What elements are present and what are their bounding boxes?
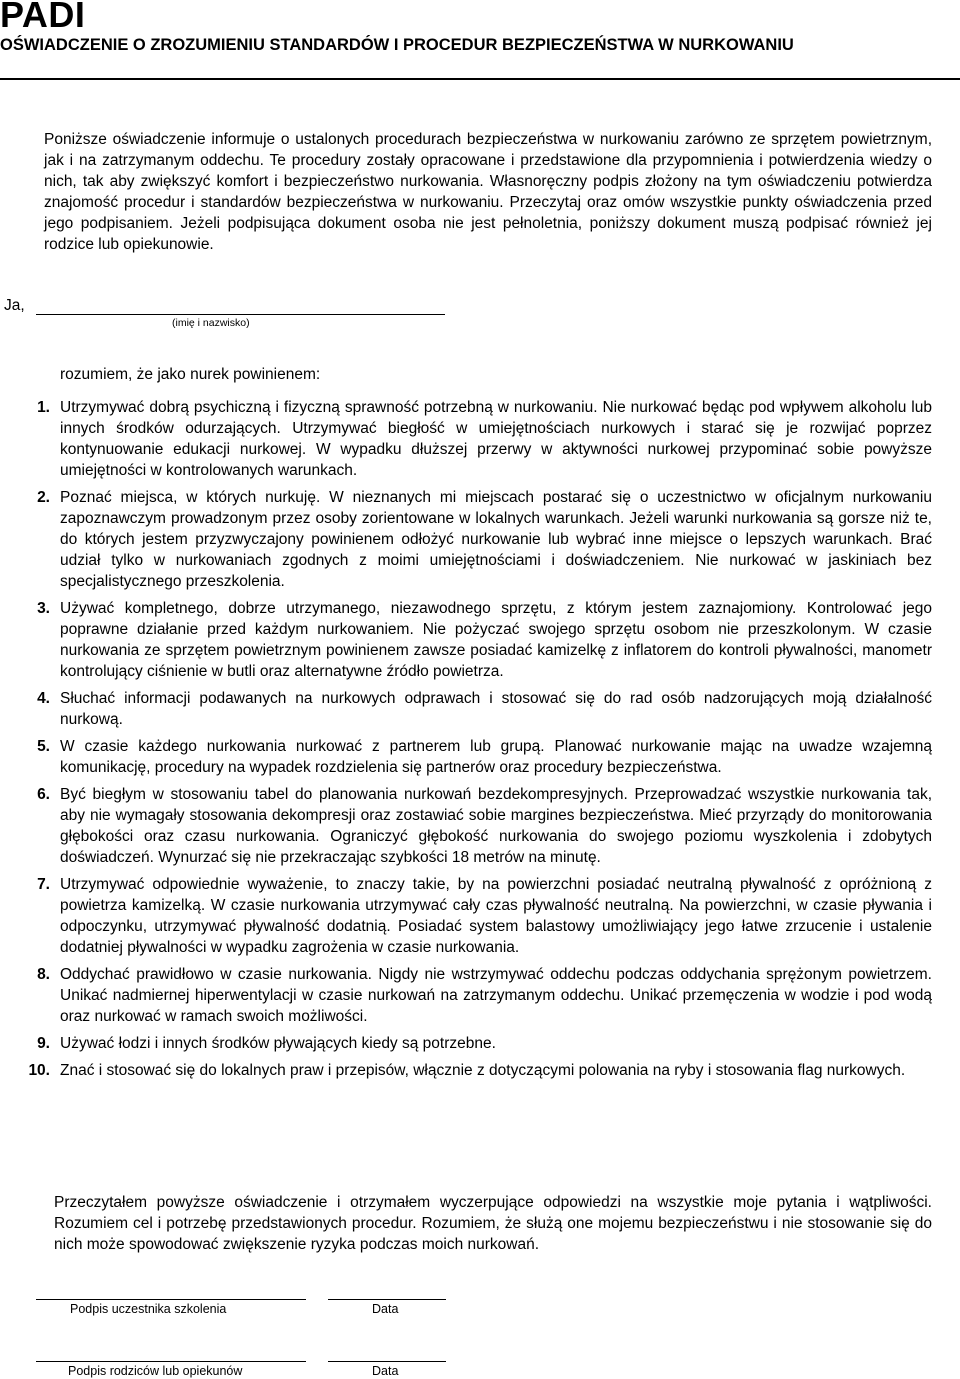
participant-date-label: Data — [372, 1302, 399, 1316]
confirmation-paragraph: Przeczytałem powyższe oświadczenie i otrzymałem wyczerpujące odpowiedzi na wszystkie moje pytania i wątpliwości. Rozumiem cel i potrzebę przedstawionych procedur. Rozumiem, że służą one mojemu bezpieczeństwu i nie stosowanie się do nich może spowodować zwiększenie ryzyka podczas moich nurkowań. — [54, 1194, 932, 1253]
list-item-text: W czasie każdego nurkowania nurkować z partnerem lub grupą. Planować nurkowanie mając na uwadze wzajemną komunikację, procedury na wypadek rozdzielenia się partnerów oraz procedury bezpieczeństwa. — [60, 738, 932, 776]
list-item-text: Być biegłym w stosowaniu tabel do planowania nurkowań bezdekompresyjnych. Przeprowadzać wszystkie nurkowania tak, aby nie wymagały stosowania dekompresji oraz zostawiać sobie margines bezpieczeństwa. Mieć przyrządy do monitorowania głębokości oraz czasu nurkowania. Ograniczyć głębokość nurkowania do swojego poziomu wyszkolenia i zdobytych doświadczeń. Wynurzać się nie przekraczając szybkości 18 metrów na minutę. — [60, 786, 932, 866]
list-item — [0, 688, 960, 730]
document-title: OŚWIADCZENIE O ZROZUMIENIU STANDARDÓW I PROCEDUR BEZPIECZEŃSTWA W NURKOWANIU — [0, 36, 794, 54]
list-item-number: 3. — [37, 600, 50, 617]
intro-paragraph: Poniższe oświadczenie informuje o ustalonych procedurach bezpieczeństwa w nurkowaniu zarówno ze sprzętem powietrznym, jak i na zatrzymanym oddechu. Te procedury zostały opracowane i przedstawione dla przypomnienia i potwierdzenia wiedzy o nich, tak aby zwiększyć komfort i bezpieczeństwo nurkowania. Własnoręczny podpis złożony na tym oświadczeniu potwierdza znajomość procedur i standardów bezpieczeństwa w nurkowaniu. Przeczytaj oraz omów wszystkie punkty oświadczenia przed jego podpisaniem. Jeżeli podpisująca dokument osoba nie jest pełnoletnia, poniższy dokument muszą podpisać również jej rodzice lub opiekunowie. — [44, 131, 932, 253]
list-item-text: Używać kompletnego, dobrze utrzymanego, niezawodnego sprzętu, z którym jestem zaznajomiony. Kontrolować jego poprawne działanie przed każdym nurkowaniem. Nie pożyczać swojego sprzętu osobom nie przeszkolonym. W czasie nurkowania ze sprzętem powietrznym powinienem zawsze posiadać kamizelkę z inflatorem do kontroli pływalności, manometr kontrolujący ciśnienie w butli oraz alternatywne źródło powietrza. — [60, 600, 932, 680]
list-item — [0, 874, 960, 958]
guardian-signature-field[interactable] — [36, 1361, 306, 1362]
participant-date-field[interactable] — [328, 1299, 446, 1300]
obligations-list — [0, 397, 960, 1087]
list-item-text: Poznać miejsca, w których nurkuję. W nieznanych mi miejscach postarać się o uczestnictwo w oficjalnym nurkowaniu zapoznawczym prowadzonym przez osoby zorientowane w lokalnych warunkach. Jeżeli warunki nurkowania są gorsze niż te, do których jestem przyzwyczajony powinienem odłożyć nurkowanie lub wybrać inne miejsce o lepszych warunkach. Brać udział tylko w nurkowaniach zgodnych z moimi umiejętnościami i doświadczeniem. Nie nurkować w jaskiniach bez specjalistycznego przeszkolenia. — [60, 489, 932, 590]
list-item-number: 10. — [28, 1062, 50, 1079]
list-item-number: 7. — [37, 876, 50, 893]
obligations-lead: rozumiem, że jako nurek powinienem: — [60, 366, 321, 383]
list-item-text: Utrzymywać dobrą psychiczną i fizyczną sprawność potrzebną w nurkowaniu. Nie nurkować będąc pod wpływem alkoholu lub innych środków odurzających. Utrzymywać biegłość w umiejętnościach nurkowych i starać się je rozwijać poprzez kontynuowanie edukacji nurkowej. W wypadku dłuższej przerwy w aktywności nurkowej przypominać sobie powyższe umiejętności w kontrolowanych warunkach. — [60, 399, 932, 479]
participant-signature-label: Podpis uczestnika szkolenia — [70, 1302, 227, 1316]
list-item-text: Utrzymywać odpowiednie wyważenie, to znaczy takie, by na powierzchni posiadać neutralną pływalność z opróżnioną z powietrza kamizelką. W czasie nurkowania utrzymywać cały czas pływalność neutralną. Na powierzchni, w czasie pływania i odpoczynku, utrzymywać pływalność dodatnią. Posiadać system balastowy umożliwiający jego łatwe zrzucenie i ustalenie dodatniej pływalności w wypadku zagrożenia w czasie nurkowania. — [60, 876, 932, 956]
list-item-number: 8. — [37, 966, 50, 983]
list-item-text: Słuchać informacji podawanych na nurkowych odprawach i stosować się do rad osób nadzorujących moją działalność nurkową. — [60, 690, 932, 728]
list-item-number: 4. — [37, 690, 50, 707]
list-item-text: Znać i stosować się do lokalnych praw i przepisów, włącznie z dotyczącymi polowania na ryby i stosowania flag nurkowych. — [60, 1062, 906, 1079]
name-field[interactable] — [36, 314, 445, 315]
list-item-number: 1. — [37, 399, 50, 416]
list-item-number: 2. — [37, 489, 50, 506]
participant-signature-field[interactable] — [36, 1299, 306, 1300]
list-item — [0, 598, 960, 682]
list-item — [0, 397, 960, 481]
guardian-signature-label: Podpis rodziców lub opiekunów — [68, 1364, 243, 1378]
list-item — [0, 1033, 960, 1054]
guardian-date-field[interactable] — [328, 1361, 446, 1362]
brand-logo-text: PADI — [0, 0, 86, 35]
name-prefix: Ja, — [4, 297, 25, 314]
name-field-caption: (imię i nazwisko) — [172, 317, 250, 329]
list-item — [0, 1060, 960, 1081]
list-item-text: Używać łodzi i innych środków pływających kiedy są potrzebne. — [60, 1035, 496, 1052]
list-item — [0, 784, 960, 868]
title-divider — [0, 78, 960, 80]
list-item-number: 9. — [37, 1035, 50, 1052]
list-item — [0, 964, 960, 1027]
guardian-date-label: Data — [372, 1364, 399, 1378]
list-item-text: Oddychać prawidłowo w czasie nurkowania. Nigdy nie wstrzymywać oddechu podczas oddychania sprężonym powietrzem. Unikać nadmiernej hiperwentylacji w czasie nurkowań na zatrzymanym oddechu. Unikać przemęczenia w wodzie i pod wodą oraz nurkować w ramach swoich możliwości. — [60, 966, 932, 1025]
list-item — [0, 736, 960, 778]
list-item-number: 5. — [37, 738, 50, 755]
list-item — [0, 487, 960, 592]
list-item-number: 6. — [37, 786, 50, 803]
